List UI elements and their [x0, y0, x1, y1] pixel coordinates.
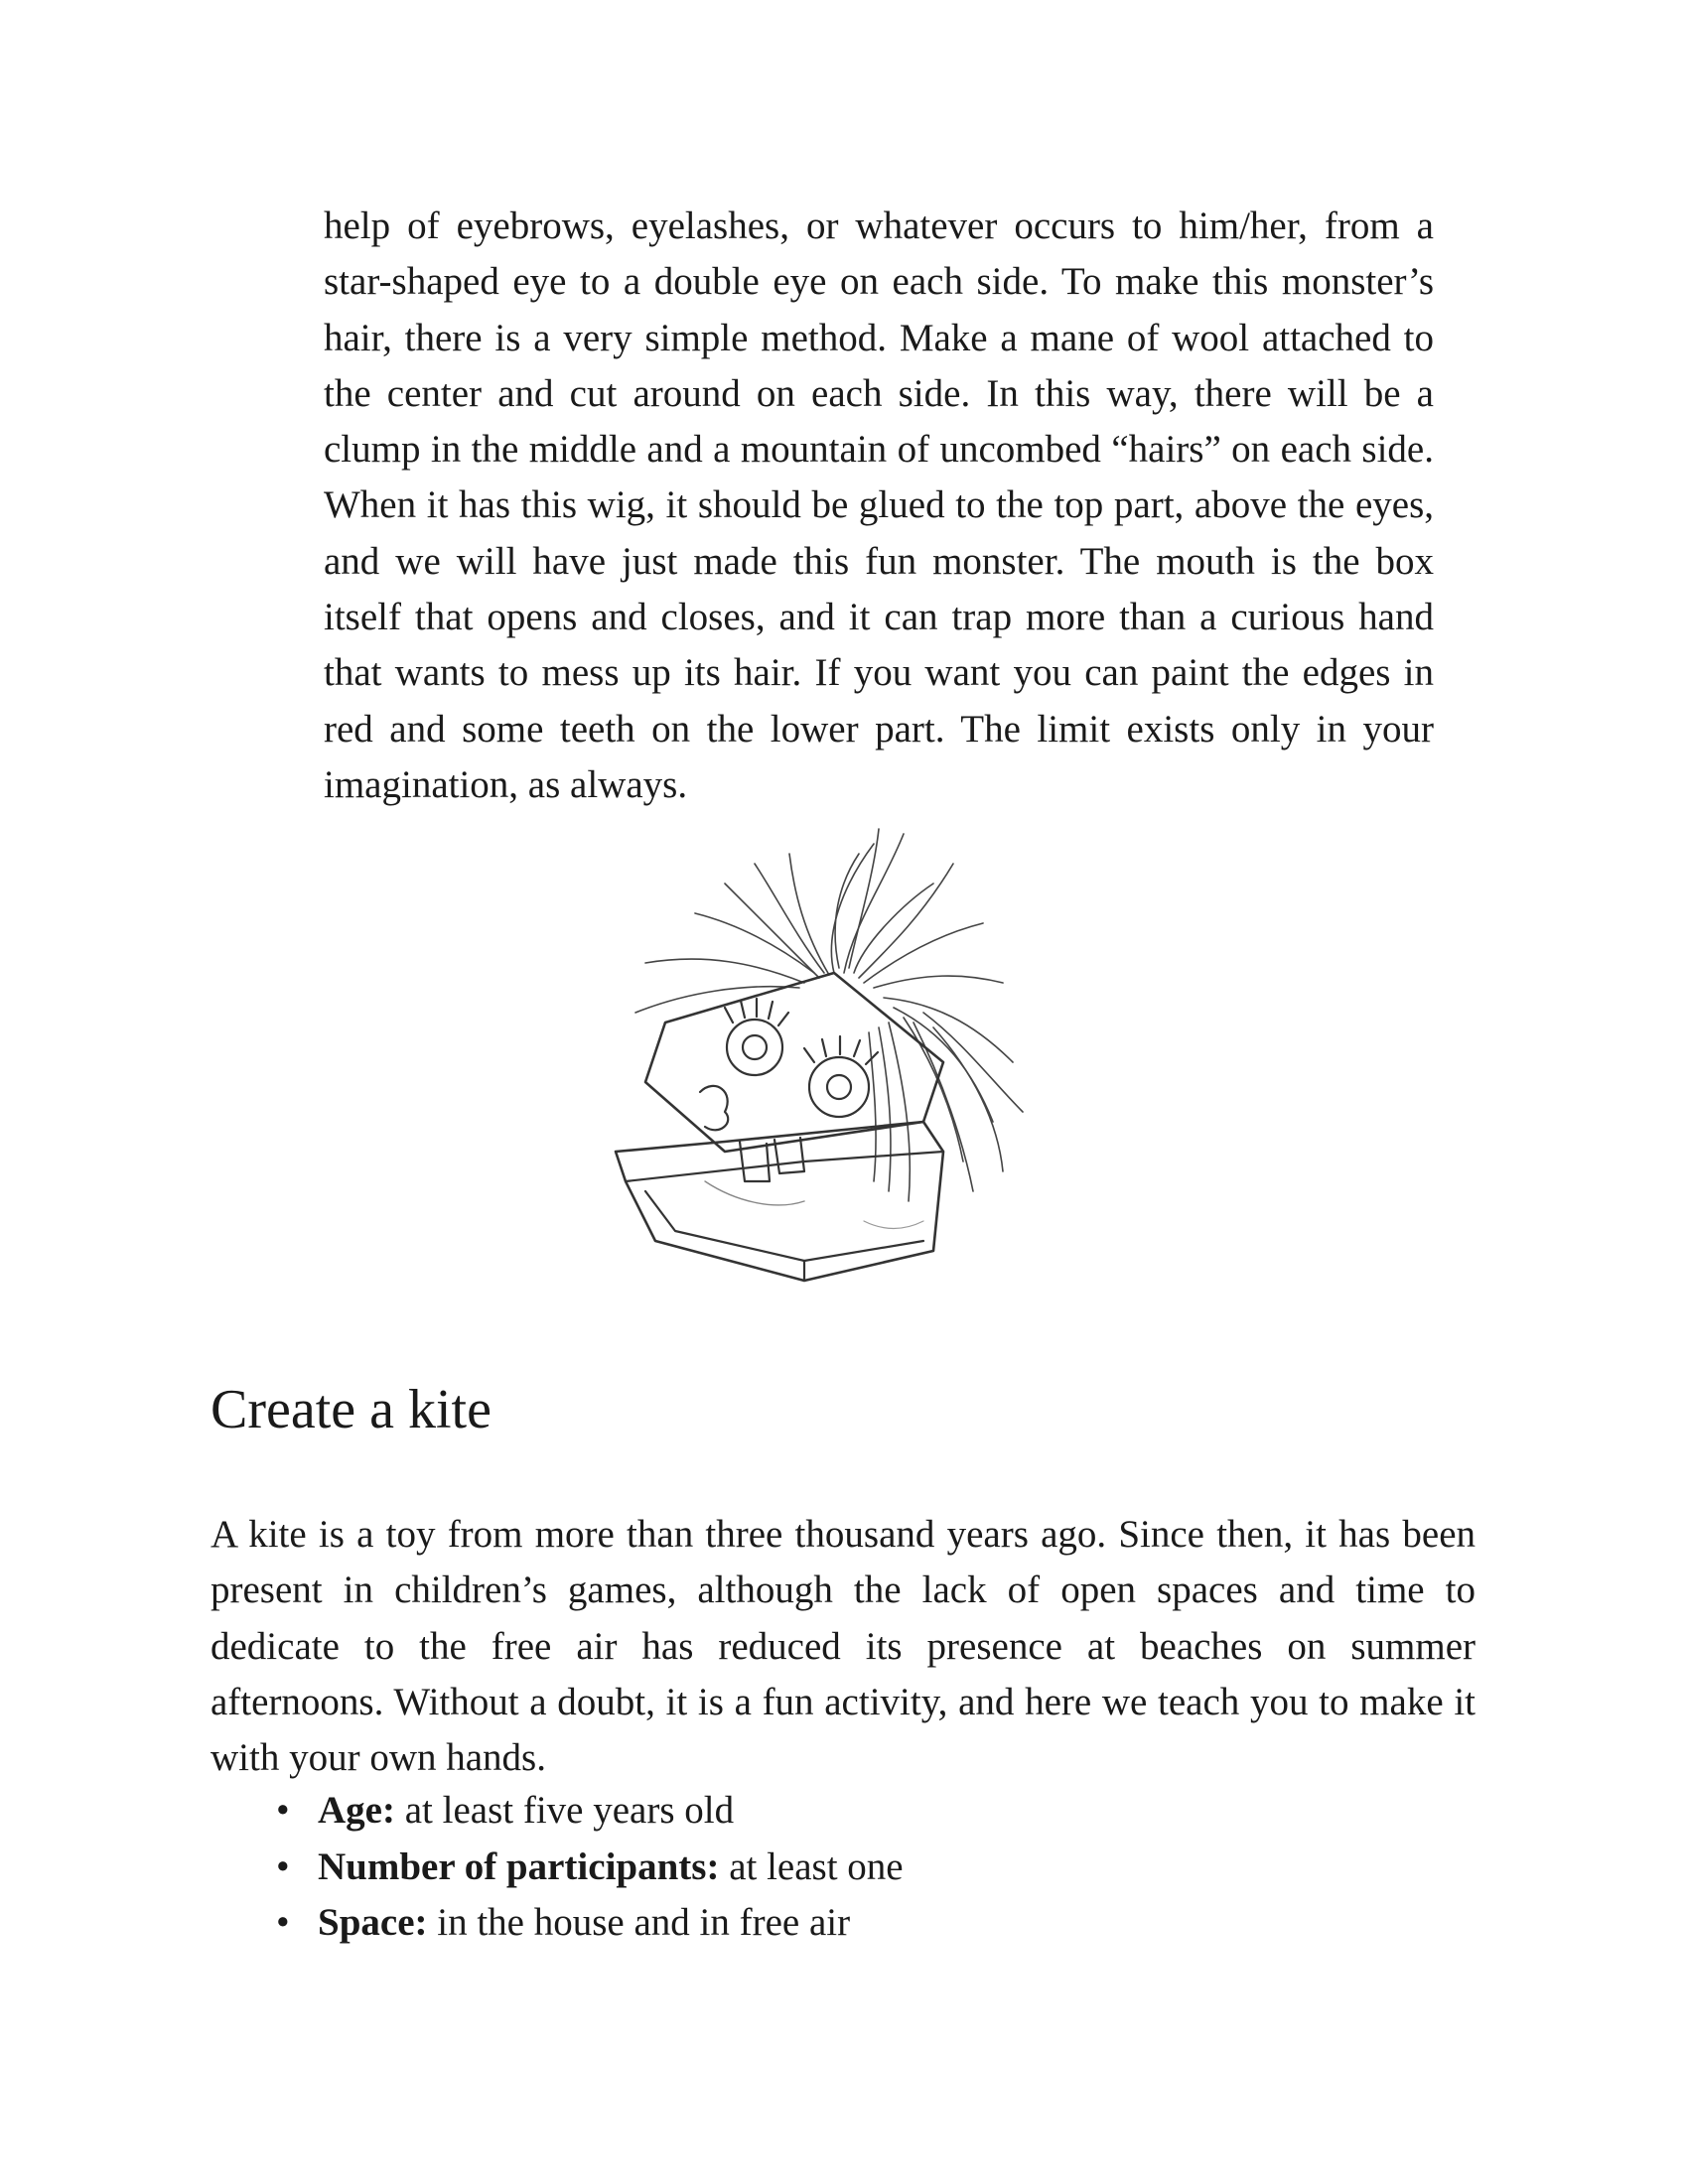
bullet: •	[276, 1789, 290, 1832]
eye-right	[804, 1036, 878, 1117]
nose	[700, 1086, 728, 1130]
bullet: •	[276, 1844, 290, 1888]
fact-label: Space:	[318, 1901, 428, 1944]
fact-value: at least one	[719, 1844, 904, 1888]
box-monster-illustration	[606, 824, 1082, 1291]
list-item	[211, 1783, 1476, 1840]
box-base	[616, 1122, 943, 1281]
activity-facts-list	[211, 1783, 1476, 1952]
continuation-paragraph: help of eyebrows, eyelashes, or whatever occurs to him/her, from a star-shaped eye to a double eye on each side. To make this monster’s hair, there is a very simple method. Make a mane of wool attached to the center and cut around on each side. In this way, there will be a clump in the middle and a mountain of uncombed “hairs” on each side. When it has this wig, it should be glued to the top part, above the eyes, and we will have just made this fun monster. The mouth is the box itself that opens and closes, and it can trap more than a curious hand that wants to mess up its hair. If you want you can paint the edges in red and some teeth on the lower part. The limit exists only in your imagination, as always.	[324, 205, 1434, 806]
fact-value: at least five years old	[394, 1789, 735, 1832]
eye-left	[725, 999, 788, 1075]
section-heading: Create a kite	[211, 1379, 492, 1440]
bullet: •	[276, 1901, 290, 1944]
list-item	[211, 1895, 1476, 1952]
fact-value: in the house and in free air	[427, 1901, 851, 1944]
fact-label: Number of participants:	[318, 1844, 720, 1888]
kite-intro-paragraph: A kite is a toy from more than three thousand years ago. Since then, it has been present in children’s games, although the lack of open spaces and time to dedicate to the free air has reduced its presence at beaches on summer afternoons. Without a doubt, it is a fun activity, and here we teach you to make it with your own hands.	[211, 1513, 1476, 1780]
list-item	[211, 1840, 1476, 1896]
fact-label: Age:	[318, 1789, 395, 1832]
